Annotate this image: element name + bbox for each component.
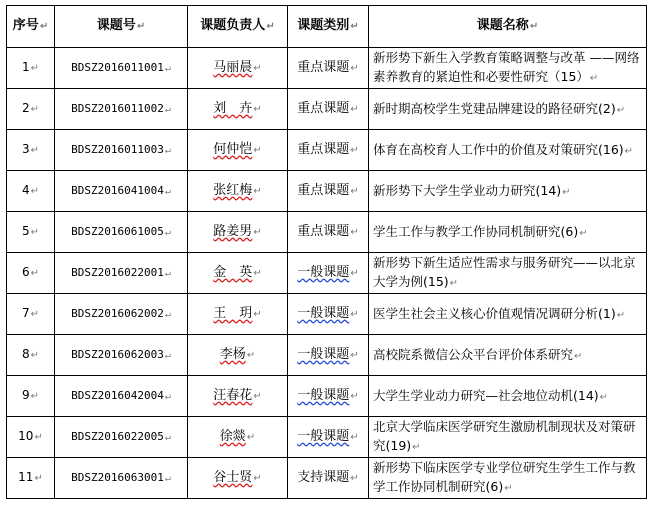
- paragraph-mark: ↵: [253, 390, 262, 402]
- row-index: 4: [21, 183, 30, 197]
- cell-index: [7, 417, 55, 458]
- paragraph-mark: ↵: [164, 103, 171, 115]
- paragraph-mark: ↵: [34, 432, 43, 443]
- row-person: 汪春花: [213, 387, 253, 403]
- paragraph-mark: ↵: [30, 104, 40, 115]
- row-person: 马丽晨: [213, 59, 253, 75]
- paragraph-mark: ↵: [30, 391, 40, 402]
- cell-index: [7, 335, 55, 376]
- row-index: 10: [18, 429, 34, 443]
- cell-type: [288, 458, 369, 499]
- row-type: 一般课题: [297, 387, 350, 403]
- header-code: 课题号↵: [55, 6, 188, 48]
- row-person: 李杨: [219, 346, 246, 362]
- cell-person: [188, 48, 288, 89]
- paragraph-mark: ↵: [30, 350, 40, 361]
- row-person: 刘 卉: [213, 100, 253, 116]
- row-person: 徐燚: [219, 428, 246, 444]
- cell-index: [7, 253, 55, 294]
- cell-person: [188, 253, 288, 294]
- row-name: 学生工作与教学工作协同机制研究(6): [373, 223, 579, 239]
- cell-index: [7, 294, 55, 335]
- paragraph-mark: ↵: [246, 431, 256, 443]
- cell-type: [288, 417, 369, 458]
- row-code: BDSZ2016042004: [71, 388, 164, 402]
- cell-person: [188, 335, 288, 376]
- paragraph-mark: ↵: [253, 103, 262, 115]
- row-index: 11: [18, 470, 34, 484]
- paragraph-mark: ↵: [624, 145, 634, 157]
- row-type: 重点课题: [297, 100, 350, 116]
- cell-person: [188, 294, 288, 335]
- paragraph-mark: ↵: [253, 267, 262, 279]
- cell-person: [188, 212, 288, 253]
- cell-name: [369, 171, 647, 212]
- row-index: 2: [21, 101, 30, 115]
- row-type: 支持课题: [297, 469, 350, 485]
- cell-person: [188, 130, 288, 171]
- row-name: 新时期高校学生党建品牌建设的路径研究(2): [373, 100, 616, 116]
- paragraph-mark: ↵: [350, 349, 359, 361]
- row-index: 7: [21, 306, 30, 320]
- paragraph-mark: ↵: [350, 308, 359, 320]
- row-code: BDSZ2016041004: [71, 183, 164, 197]
- table-row: [7, 294, 647, 335]
- paragraph-mark: ↵: [350, 267, 359, 279]
- cell-person: [188, 417, 288, 458]
- cell-type: [288, 48, 369, 89]
- row-name: 新形势下新生入学教育策略调整与改革 ——网络素养教育的紧迫性和必要性研究（15）: [373, 50, 640, 84]
- cell-type: [288, 376, 369, 417]
- row-person: 金 英: [213, 264, 253, 280]
- row-index: 3: [21, 142, 30, 156]
- cell-code: [55, 458, 188, 499]
- paragraph-mark: ↵: [350, 472, 359, 484]
- paragraph-mark: ↵: [504, 483, 513, 494]
- cell-name: [369, 335, 647, 376]
- row-name: 医学生社会主义核心价值观情况调研分析(1): [373, 305, 616, 321]
- paragraph-mark: ↵: [253, 144, 262, 156]
- header-name: 课题名称↵: [369, 6, 647, 48]
- cell-name: [369, 417, 647, 458]
- table-row: [7, 130, 647, 171]
- cell-type: [288, 335, 369, 376]
- paragraph-mark: ↵: [164, 62, 171, 74]
- paragraph-mark: ↵: [253, 62, 262, 74]
- row-index: 1: [21, 60, 30, 74]
- paragraph-mark: ↵: [616, 104, 626, 116]
- cell-name: [369, 130, 647, 171]
- paragraph-mark: ↵: [599, 391, 609, 403]
- paragraph-mark: ↵: [350, 103, 359, 115]
- cell-person: [188, 171, 288, 212]
- row-name: 新形势下临床医学专业学位研究生学生工作与教学工作协同机制研究(6): [373, 460, 636, 494]
- row-code: BDSZ2016011001: [71, 60, 164, 74]
- paragraph-mark: ↵: [579, 227, 588, 239]
- cell-type: [288, 130, 369, 171]
- row-type: 一般课题: [297, 305, 350, 321]
- table-row: [7, 417, 647, 458]
- cell-person: [188, 458, 288, 499]
- row-name: 新形势下新生适应性需求与服务研究——以北京大学为例(15): [373, 255, 636, 289]
- row-person: 谷士贤: [213, 469, 253, 485]
- row-person: 张红梅: [213, 182, 253, 198]
- paragraph-mark: ↵: [164, 144, 171, 156]
- row-index: 9: [21, 388, 30, 402]
- cell-code: [55, 417, 188, 458]
- paragraph-mark: ↵: [562, 186, 571, 198]
- cell-name: [369, 89, 647, 130]
- cell-index: [7, 171, 55, 212]
- paragraph-mark: ↵: [30, 186, 40, 197]
- paragraph-mark: ↵: [350, 185, 359, 197]
- paragraph-mark: ↵: [30, 227, 40, 238]
- paragraph-mark: ↵: [34, 473, 43, 484]
- paragraph-mark: ↵: [164, 472, 171, 484]
- cell-person: [188, 89, 288, 130]
- row-code: BDSZ2016011002: [71, 101, 164, 115]
- cell-type: [288, 89, 369, 130]
- cell-type: [288, 294, 369, 335]
- paragraph-mark: ↵: [164, 226, 171, 238]
- row-person: 何仲恺: [213, 141, 253, 157]
- cell-type: [288, 171, 369, 212]
- header-index: 序号↵: [7, 6, 55, 48]
- cell-index: [7, 458, 55, 499]
- cell-index: [7, 48, 55, 89]
- row-type: 一般课题: [297, 346, 350, 362]
- paragraph-mark: ↵: [30, 63, 40, 74]
- row-type: 一般课题: [297, 264, 350, 280]
- row-code: BDSZ2016022005: [71, 429, 164, 443]
- cell-name: [369, 212, 647, 253]
- row-name: 北京大学临床医学研究生激励机制现状及对策研究(19): [373, 419, 636, 453]
- table-row: [7, 376, 647, 417]
- table-row: [7, 212, 647, 253]
- row-code: BDSZ2016062003: [71, 347, 164, 361]
- row-code: BDSZ2016011003: [71, 142, 164, 156]
- row-name: 大学生学业动力研究—社会地位动机(14): [373, 387, 599, 403]
- paragraph-mark: ↵: [164, 349, 171, 361]
- row-name: 高校院系微信公众平台评价体系研究: [373, 346, 574, 362]
- row-index: 6: [21, 265, 30, 279]
- paragraph-mark: ↵: [574, 350, 583, 362]
- row-type: 重点课题: [297, 141, 350, 157]
- row-code: BDSZ2016061005: [71, 224, 164, 238]
- table-row: [7, 458, 647, 499]
- header-type: 课题类别↵: [288, 6, 369, 48]
- paragraph-mark: ↵: [253, 226, 262, 238]
- row-code: BDSZ2016062002: [71, 306, 164, 320]
- paragraph-mark: ↵: [350, 431, 359, 443]
- cell-person: [188, 376, 288, 417]
- table-row: [7, 48, 647, 89]
- paragraph-mark: ↵: [253, 185, 262, 197]
- row-type: 重点课题: [297, 182, 350, 198]
- paragraph-mark: ↵: [164, 431, 171, 443]
- cell-code: [55, 253, 188, 294]
- table-row: [7, 89, 647, 130]
- cell-type: [288, 253, 369, 294]
- paragraph-mark: ↵: [246, 349, 256, 361]
- paragraph-mark: ↵: [412, 442, 421, 453]
- cell-index: [7, 130, 55, 171]
- cell-index: [7, 212, 55, 253]
- cell-code: [55, 294, 188, 335]
- paragraph-mark: ↵: [164, 267, 171, 279]
- table-row: [7, 171, 647, 212]
- paragraph-mark: ↵: [164, 185, 171, 197]
- paragraph-mark: ↵: [350, 62, 359, 74]
- row-code: BDSZ2016022001: [71, 265, 164, 279]
- cell-name: [369, 48, 647, 89]
- cell-index: [7, 376, 55, 417]
- cell-code: [55, 89, 188, 130]
- paragraph-mark: ↵: [616, 309, 626, 321]
- row-person: 路姜男: [213, 223, 253, 239]
- cell-code: [55, 171, 188, 212]
- paragraph-mark: ↵: [30, 145, 40, 156]
- cell-code: [55, 212, 188, 253]
- cell-code: [55, 130, 188, 171]
- row-type: 一般课题: [297, 428, 350, 444]
- row-index: 5: [21, 224, 30, 238]
- paragraph-mark: ↵: [350, 226, 359, 238]
- cell-code: [55, 48, 188, 89]
- paragraph-mark: ↵: [164, 308, 171, 320]
- paragraph-mark: ↵: [449, 278, 459, 289]
- cell-code: [55, 376, 188, 417]
- paragraph-mark: ↵: [253, 472, 262, 484]
- table-row: [7, 335, 647, 376]
- cell-name: [369, 294, 647, 335]
- table-row: [7, 253, 647, 294]
- row-code: BDSZ2016063001: [71, 470, 164, 484]
- table-header-row: [7, 6, 647, 48]
- row-name: 体育在高校育人工作中的价值及对策研究(16): [373, 141, 624, 157]
- cell-name: [369, 376, 647, 417]
- paragraph-mark: ↵: [164, 390, 171, 402]
- row-name: 新形势下大学生学业动力研究(14): [373, 182, 562, 198]
- header-person: 课题负责人↵: [188, 6, 288, 48]
- row-type: 重点课题: [297, 223, 350, 239]
- row-index: 8: [21, 347, 30, 361]
- row-person: 王 玥: [213, 305, 253, 321]
- paragraph-mark: ↵: [253, 308, 262, 320]
- cell-name: [369, 458, 647, 499]
- cell-index: [7, 89, 55, 130]
- cell-code: [55, 335, 188, 376]
- paragraph-mark: ↵: [589, 73, 599, 84]
- paragraph-mark: ↵: [30, 268, 40, 279]
- paragraph-mark: ↵: [30, 309, 40, 320]
- paragraph-mark: ↵: [350, 390, 359, 402]
- project-table: [6, 5, 647, 499]
- paragraph-mark: ↵: [350, 144, 359, 156]
- row-type: 重点课题: [297, 59, 350, 75]
- cell-type: [288, 212, 369, 253]
- cell-name: [369, 253, 647, 294]
